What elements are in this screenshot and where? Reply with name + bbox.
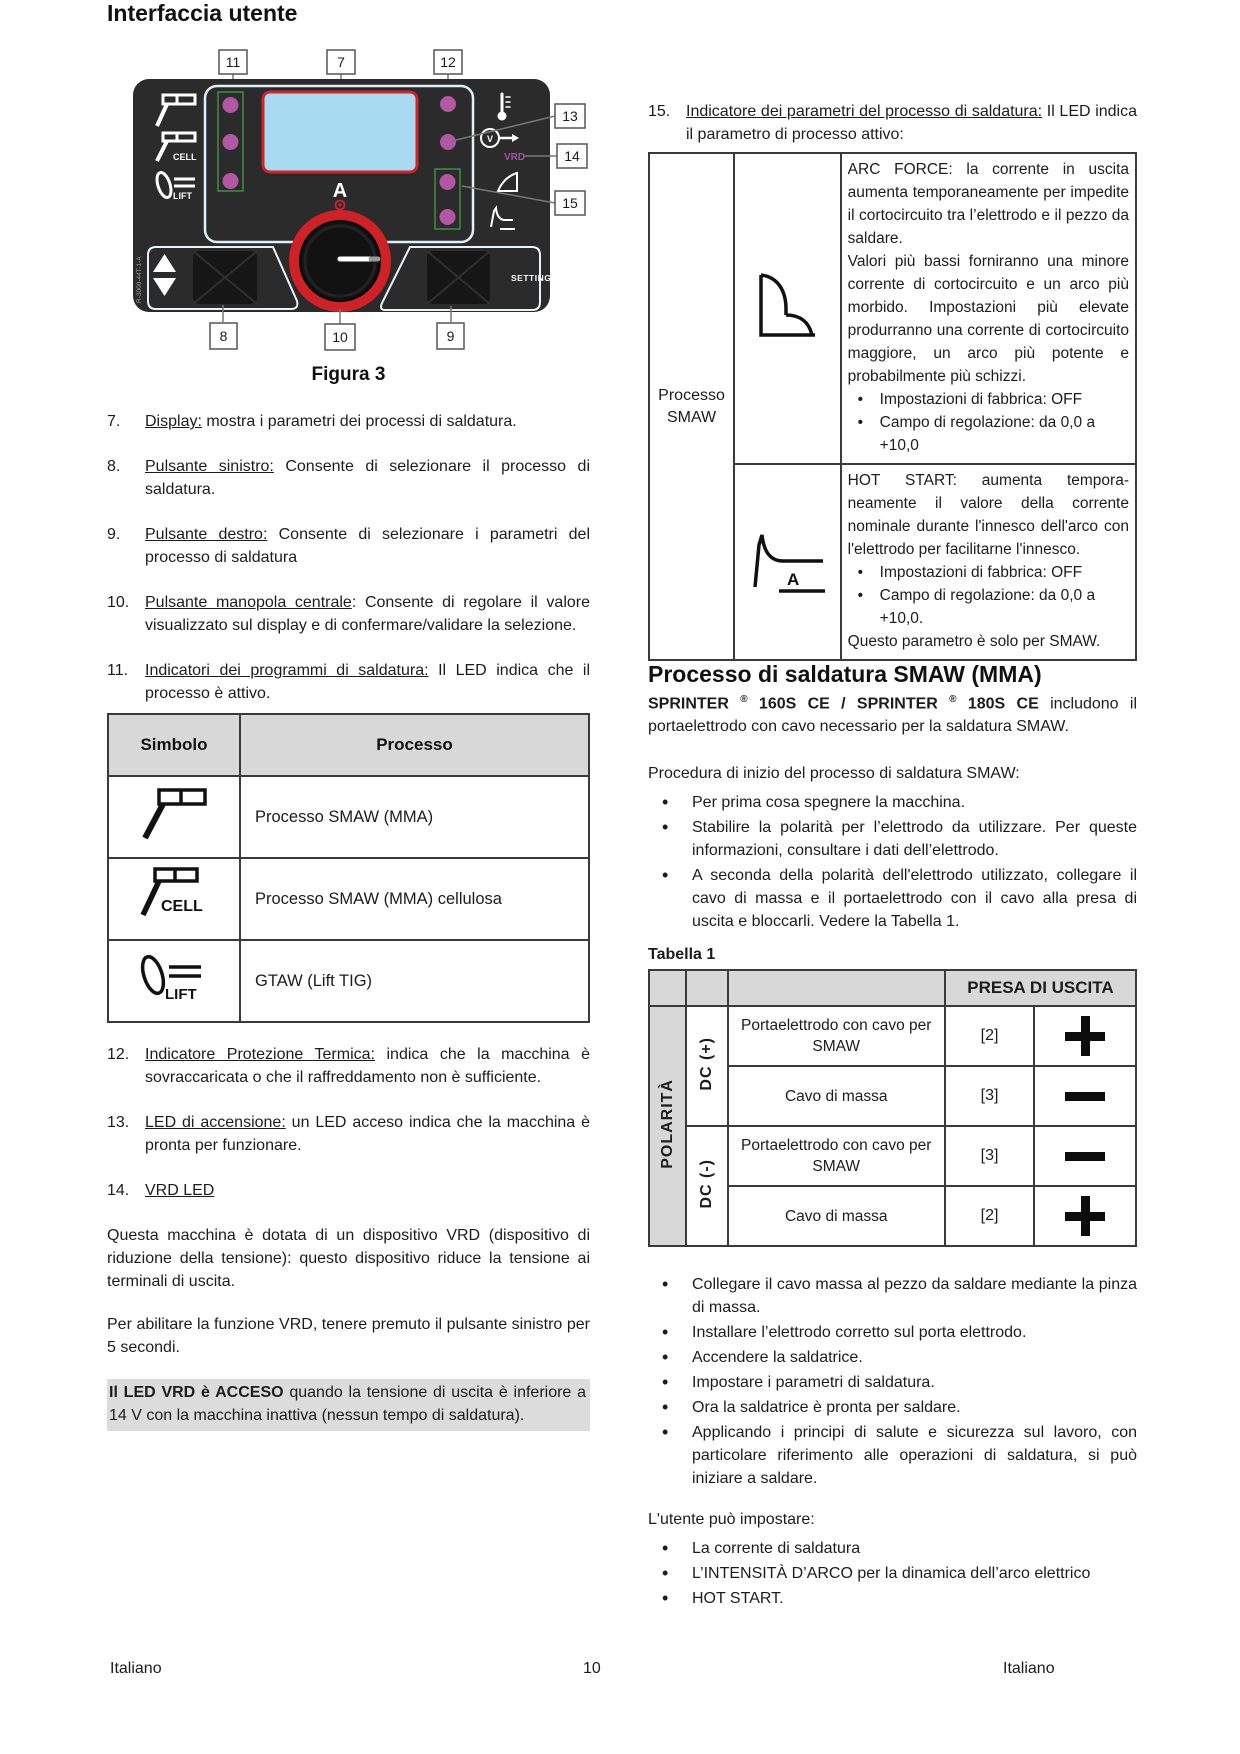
item-number: 13. <box>107 1114 130 1131</box>
panel-serial-label: R-3000-44T-1-A <box>136 256 143 303</box>
setup-bullet-list <box>648 1273 1137 1490</box>
list-item-12 <box>107 1043 590 1089</box>
item-lead: Indicatore Protezione Termica: <box>145 1046 375 1063</box>
sprinter-model: 180S CE <box>956 695 1039 713</box>
table-row <box>108 858 589 940</box>
registered-mark: ® <box>740 694 748 705</box>
item-text: un LED acceso indica che la macchina è pronta per funzionare. <box>145 1114 590 1154</box>
sprinter-text: includono il portaelettrodo con cavo necessario per la saldatura SMAW. <box>648 695 1137 736</box>
vrd-paragraph-1: Questa macchina è dotata di un dispositivo VRD (dispositivo di riduzione della tensione): questo dispositivo riduce la tensione ai terminali di uscita. <box>107 1227 590 1290</box>
polarity-header-cell <box>649 1006 686 1246</box>
list-item: • Collegare il cavo massa al pezzo da saldare mediante la pinza di massa. <box>648 1273 1137 1319</box>
tabella-1-label: Tabella 1 <box>648 946 716 964</box>
item-lead: LED di accensione: <box>145 1114 286 1131</box>
list-item: • Accendere la saldatrice. <box>648 1346 1137 1369</box>
list-item: • Impostare i parametri di saldatura. <box>648 1371 1137 1394</box>
item-number: 10. <box>107 594 130 611</box>
polarity-sign-cell <box>1034 1186 1136 1246</box>
smaw-process-icon <box>129 784 219 846</box>
hot-start-icon-label: A <box>787 569 800 589</box>
empty-header-cell <box>728 970 945 1006</box>
footer-page-number: 10 <box>583 1660 601 1677</box>
callout-9: 9 <box>446 328 455 344</box>
gtaw-lift-icon <box>129 947 219 1011</box>
column-header-processo: Processo <box>240 714 589 776</box>
dc-plus-cell <box>686 1006 727 1126</box>
vrd-label: VRD <box>504 152 526 163</box>
power-icon-v-label: V <box>486 134 494 144</box>
page-title: Interfaccia utente <box>107 0 298 26</box>
callout-7: 7 <box>337 54 345 70</box>
smaw-cell-process-icon <box>129 865 219 929</box>
item-number: 7. <box>107 413 121 430</box>
setting-label: SETTING <box>511 273 552 283</box>
cell-symbol-label: CELL <box>161 897 203 915</box>
arc-force-icon-cell <box>734 153 841 464</box>
item-text: Consente di selezionare i parametri del processo di saldatura <box>145 526 590 566</box>
figure-caption: Figura 3 <box>311 364 386 385</box>
item-number: 12. <box>107 1046 130 1063</box>
table-header-row <box>108 714 589 776</box>
list-item: • A seconda della polarità dell'elettrodo utilizzato, collegare il cavo di massa e il portaelettrodo con il cavo alla presa di uscita e bloccarli. Vedere la Tabella 1. <box>648 864 1137 933</box>
hot-start-bullet: • Impostazioni di fabbrica: OFF <box>848 561 1129 584</box>
list-item: • La corrente di saldatura <box>648 1537 1137 1560</box>
welding-parameters-table <box>648 152 1137 661</box>
cell-icon-label: CELL <box>173 152 197 162</box>
power-led <box>440 134 456 150</box>
arc-force-paragraph-2: Valori più bassi forniranno una minore corrente di cortocircuito e un arco più morbido. Impostazioni più elevate produrranno una corrente di cortocircuito maggiore, un arco più potente e probabilmente più schizzi. <box>847 253 1129 385</box>
control-panel-figure <box>107 39 590 357</box>
item-text: Consente di selezionare il processo di saldatura. <box>145 458 590 498</box>
item-text: Il LED indica che il processo è attivo. <box>145 662 590 702</box>
list-item: • Installare l’elettrodo corretto sul porta elettrodo. <box>648 1321 1137 1344</box>
left-button[interactable] <box>193 251 257 304</box>
right-column <box>648 0 1137 1612</box>
item-lead: Pulsante destro: <box>145 526 268 543</box>
callout-12: 12 <box>440 54 456 70</box>
smaw-cell-symbol-cell <box>108 858 240 940</box>
empty-header-cell <box>649 970 686 1006</box>
table-row <box>649 1006 1136 1066</box>
list-item-15 <box>648 100 1137 146</box>
minus-sign-icon <box>1062 1073 1108 1119</box>
item-number: 8. <box>107 458 121 475</box>
registered-mark: ® <box>949 694 957 705</box>
list-item-8 <box>107 455 590 501</box>
polarity-label: POLARITÀ <box>658 1078 676 1169</box>
figure-3 <box>107 39 590 386</box>
settable-bullet-list <box>648 1537 1137 1610</box>
sprinter-model: 160S CE / SPRINTER <box>747 695 950 713</box>
lift-symbol-label: LIFT <box>165 985 197 1003</box>
process-name: Processo SMAW (MMA) <box>240 776 589 858</box>
callout-15: 15 <box>562 195 578 211</box>
hot-start-text-cell <box>841 464 1136 660</box>
item-number: 14. <box>107 1182 130 1199</box>
display-screen <box>263 92 417 172</box>
callout-13: 13 <box>562 108 578 124</box>
table-row <box>108 776 589 858</box>
column-header-simbolo: Simbolo <box>108 714 240 776</box>
list-item-9 <box>107 523 590 569</box>
list-item-10 <box>107 591 590 637</box>
item-text: mostra i parametri dei processi di saldatura. <box>201 413 517 430</box>
item-lead: Pulsante manopola centrale <box>145 594 352 611</box>
center-knob[interactable] <box>289 210 391 312</box>
list-item: • HOT START. <box>648 1587 1137 1610</box>
process-name: Processo SMAW (MMA) cellulosa <box>240 858 589 940</box>
vrd-note <box>107 1379 590 1431</box>
connection-desc: Portaelettrodo con cavo per SMAW <box>728 1006 945 1066</box>
item-text: indica che la macchina è sovraccaricata o che il raffreddamento non è sufficiente. <box>145 1046 591 1086</box>
hot-start-bullet: • Campo di regolazione: da 0,0 a +10,0. <box>848 584 1129 630</box>
hot-start-icon <box>745 523 829 597</box>
item-lead: VRD LED <box>145 1182 215 1199</box>
list-item: • L’INTENSITÀ D’ARCO per la dinamica dell’arco elettrico <box>648 1562 1137 1585</box>
socket-ref: [3] <box>945 1126 1034 1186</box>
minus-sign-icon <box>1062 1133 1108 1179</box>
connection-desc: Cavo di massa <box>728 1186 945 1246</box>
callout-10: 10 <box>332 329 348 345</box>
arc-force-paragraph-1: ARC FORCE: la corrente in uscita aumenta temporaneamente per impedite il cortocircuito tra l’elettrodo e il pezzo da saldare. <box>847 161 1129 247</box>
polarity-sign-cell <box>1034 1126 1136 1186</box>
socket-ref: [3] <box>945 1066 1034 1126</box>
list-item-11 <box>107 659 590 705</box>
symbol-process-table <box>107 713 590 1023</box>
vrd-note-text: quando la tensione di uscita è inferiore a 14 V con la macchina inattiva (nessun tempo di saldatura). <box>109 1384 586 1424</box>
sprinter-paragraph <box>648 688 1137 738</box>
item-number: 15. <box>648 103 671 120</box>
callout-14: 14 <box>564 148 580 164</box>
dc-minus-cell <box>686 1126 727 1246</box>
arc-force-bullet: • Impostazioni di fabbrica: OFF <box>848 388 1129 411</box>
callout-11: 11 <box>225 54 241 70</box>
list-item: • Per prima cosa spegnere la macchina. <box>648 791 1137 814</box>
polarity-sign-cell <box>1034 1006 1136 1066</box>
table-row-arc-force <box>649 153 1136 464</box>
list-item: • Stabilire la polarità per l’elettrodo da utilizzare. Per queste informazioni, consultare i dati dell’elettrodo. <box>648 816 1137 862</box>
item-number: 9. <box>107 526 121 543</box>
sprinter-model: SPRINTER <box>648 695 741 713</box>
table-header-row <box>649 970 1136 1006</box>
smaw-section-title: Processo di saldatura SMAW (MMA) <box>648 661 1042 687</box>
procedura-line: Procedura di inizio del processo di saldatura SMAW: <box>648 765 1020 783</box>
right-button[interactable] <box>427 251 490 304</box>
process-label-cell: Processo SMAW <box>649 153 734 660</box>
socket-ref: [2] <box>945 1186 1034 1246</box>
utente-line: L'utente può impostare: <box>648 1511 815 1529</box>
process-name: GTAW (Lift TIG) <box>240 940 589 1022</box>
plus-sign-icon <box>1062 1193 1108 1239</box>
table-row <box>108 940 589 1022</box>
vrd-note-bold: Il LED VRD è ACCESO <box>109 1384 284 1401</box>
footer-language-right: Italiano <box>1003 1660 1055 1677</box>
arc-force-text-cell <box>841 153 1136 464</box>
arc-force-icon <box>751 269 823 343</box>
item-lead: Indicatore dei parametri del processo di saldatura: <box>686 103 1043 120</box>
polarity-table <box>648 969 1137 1247</box>
lift-icon-label: LIFT <box>173 191 192 201</box>
polarity-sign-cell <box>1034 1066 1136 1126</box>
hot-start-paragraph-2: Questo parametro è solo per SMAW. <box>847 633 1101 650</box>
left-column <box>107 0 590 1451</box>
connection-desc: Cavo di massa <box>728 1066 945 1126</box>
item-lead: Pulsante sinistro: <box>145 458 274 475</box>
dc-minus-label: DC (-) <box>697 1159 715 1209</box>
hot-start-paragraph-1: HOT START: aumenta tempora- neamente il valore della corrente nominale durante l'innesco dell'arco con l'elettrodo per facilitarne l'innesco. <box>847 472 1129 558</box>
dc-plus-label: DC (+) <box>697 1037 715 1091</box>
vrd-paragraph-2: Per abilitare la funzione VRD, tenere premuto il pulsante sinistro per 5 secondi. <box>107 1316 590 1356</box>
arc-force-led <box>440 174 456 190</box>
item-text: : Consente di regolare il valore visualizzato sul display e di confermare/validare la selezione. <box>145 594 590 634</box>
item-lead: Display: <box>145 413 202 430</box>
list-item-14 <box>107 1179 590 1202</box>
connection-desc: Portaelettrodo con cavo per SMAW <box>728 1126 945 1186</box>
amp-label: A <box>332 180 348 202</box>
hot-start-led <box>440 209 456 225</box>
list-item: • Applicando i principi di salute e sicurezza sul lavoro, con particolare riferimento alle operazioni di saldatura, si può iniziare a saldare. <box>648 1421 1137 1490</box>
hot-start-icon-cell <box>734 464 841 660</box>
item-text: Il LED indica il parametro di processo attivo: <box>686 103 1138 143</box>
list-item: • Ora la saldatrice è pronta per saldare. <box>648 1396 1137 1419</box>
plus-sign-icon <box>1062 1013 1108 1059</box>
procedure-bullet-list <box>648 791 1137 933</box>
gtaw-lift-symbol-cell <box>108 940 240 1022</box>
footer-language-left: Italiano <box>110 1660 162 1677</box>
item-lead: Indicatori dei programmi di saldatura: <box>145 662 429 679</box>
column-header-presa-di-uscita: PRESA DI USCITA <box>945 970 1136 1006</box>
item-number: 11. <box>107 662 129 679</box>
table-row <box>649 1126 1136 1186</box>
empty-header-cell <box>686 970 727 1006</box>
list-item-13 <box>107 1111 590 1157</box>
smaw-symbol-cell <box>108 776 240 858</box>
thermal-led <box>440 96 456 112</box>
list-item-7 <box>107 410 590 433</box>
arc-force-bullet: • Campo di regolazione: da 0,0 a +10,0 <box>848 411 1129 457</box>
socket-ref: [2] <box>945 1006 1034 1066</box>
callout-8: 8 <box>219 328 228 344</box>
